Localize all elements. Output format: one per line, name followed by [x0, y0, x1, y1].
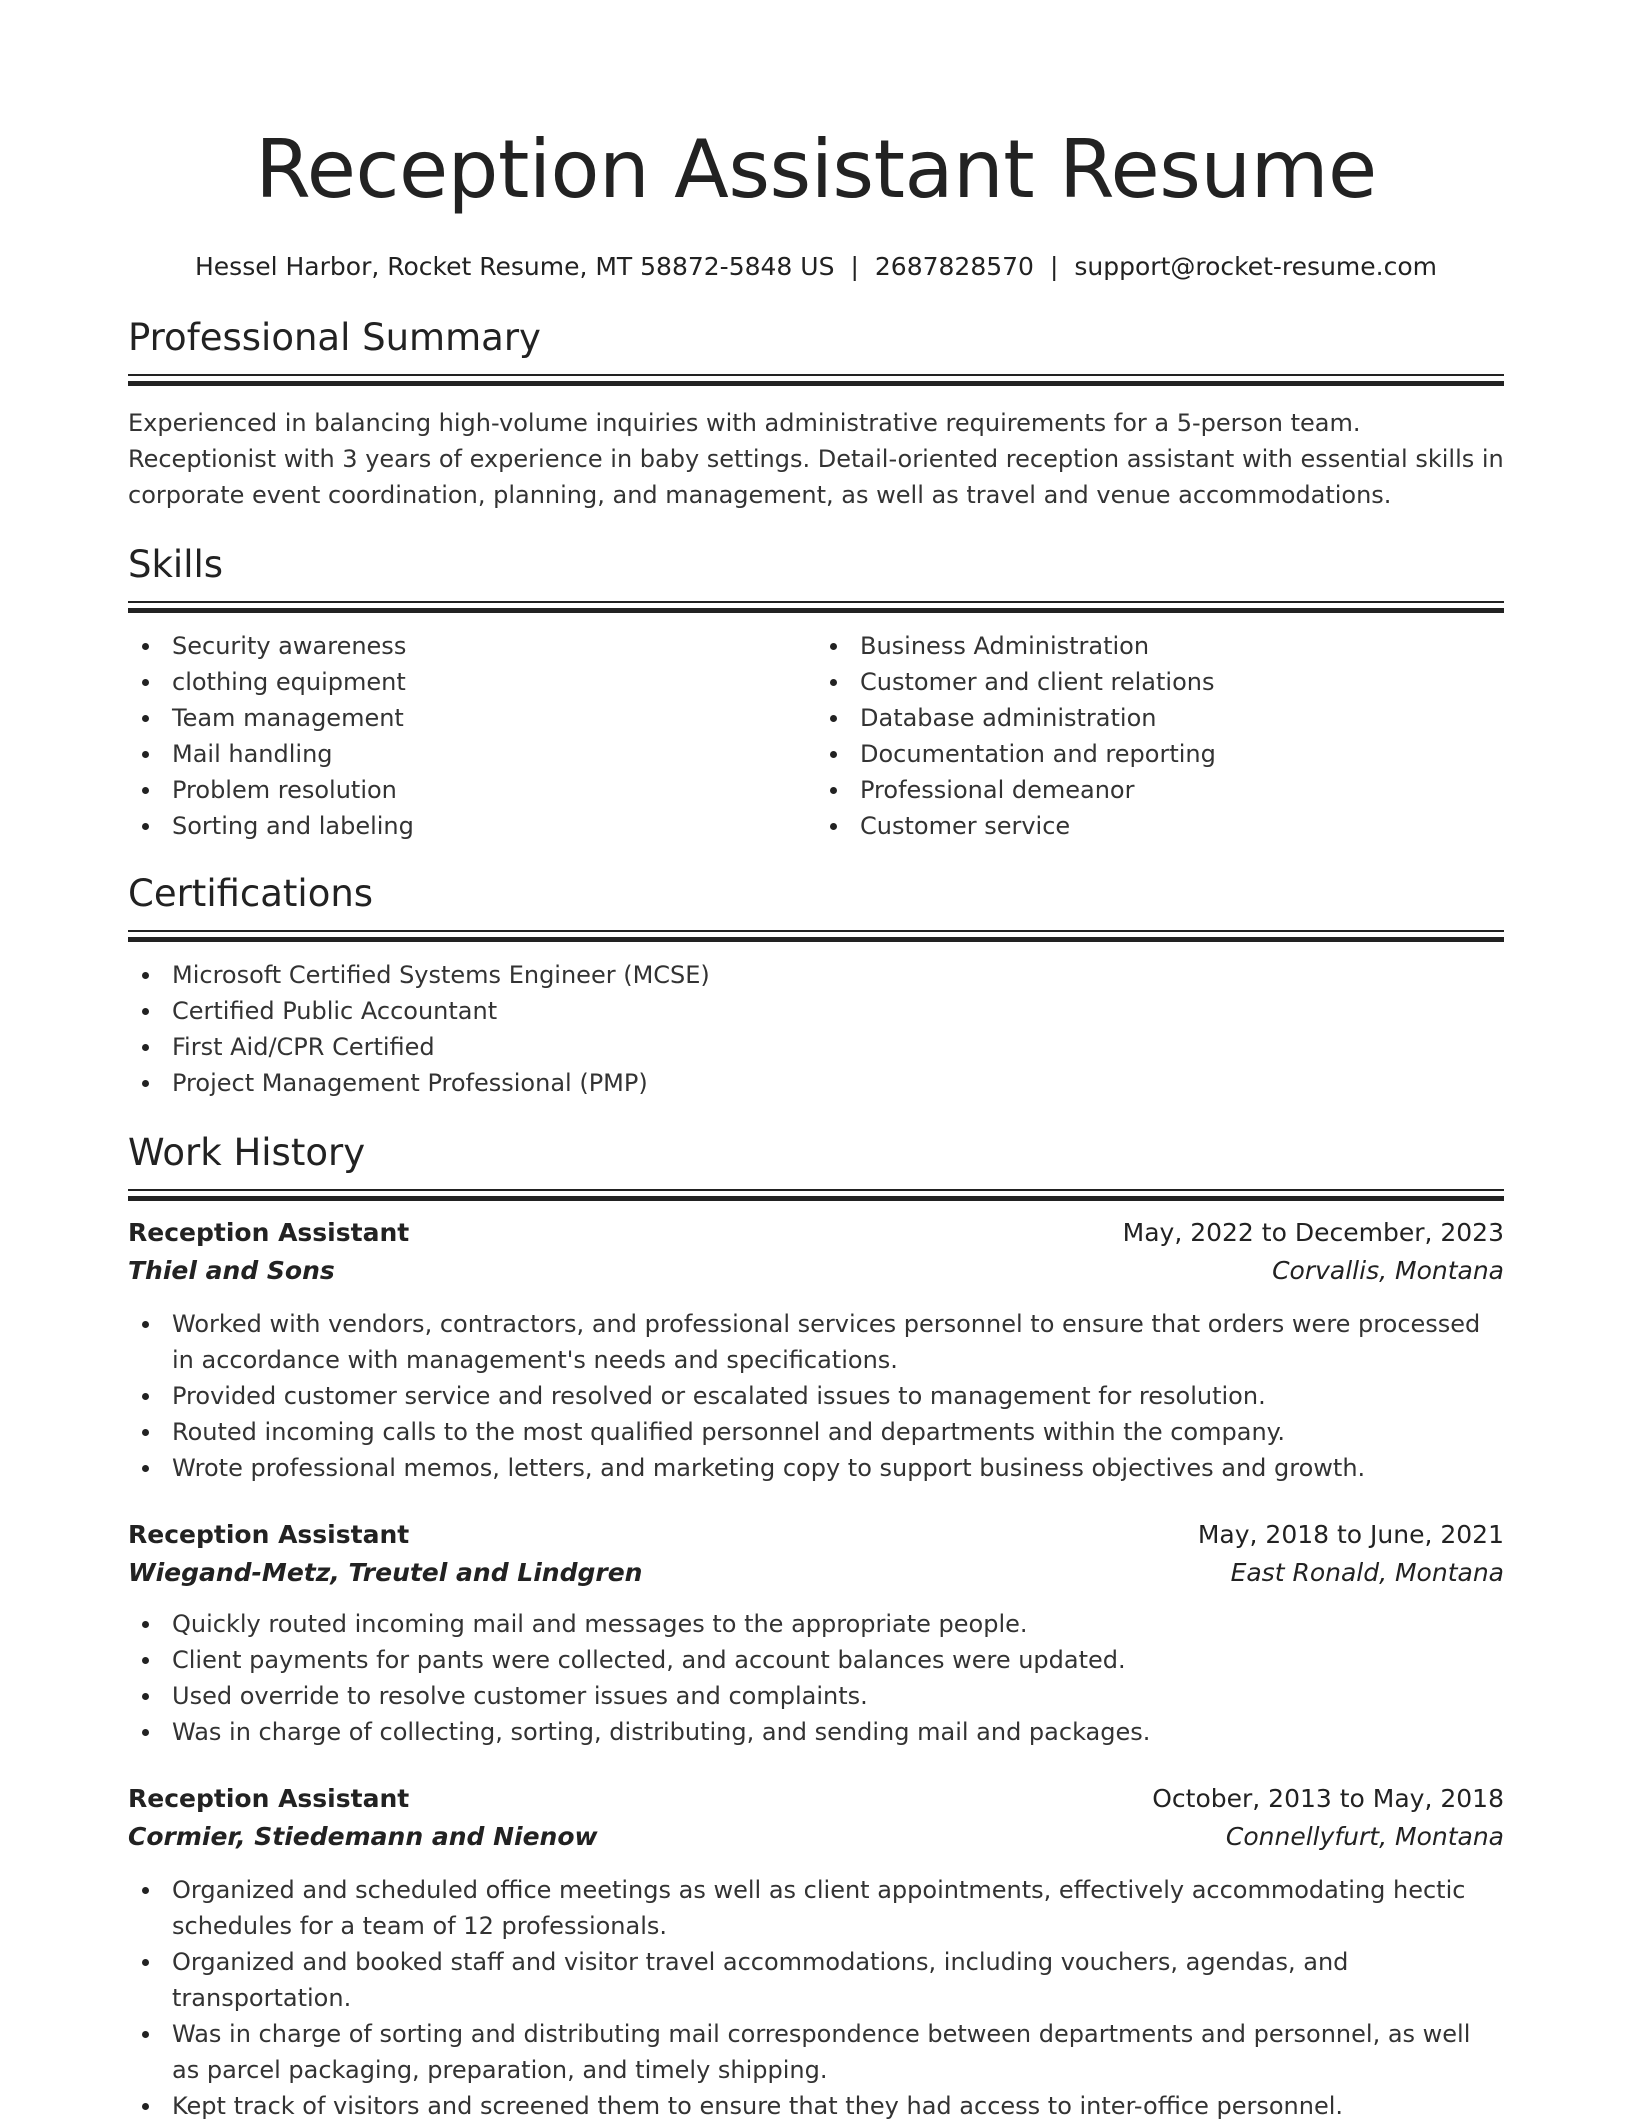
job-location: Corvallis, Montana [1272, 1256, 1504, 1285]
job-entry [128, 1516, 1504, 1750]
skills-heading: Skills [128, 543, 224, 586]
skill-item: Business Administration [860, 628, 1504, 664]
job-company-row [128, 1252, 1504, 1290]
job-header-row [128, 1780, 1504, 1818]
work-history-section [128, 1129, 1504, 2124]
contact-phone: 2687828570 [874, 252, 1034, 281]
skills-list-left [128, 628, 816, 844]
job-duty-item: Kept track of visitors and screened them to ensure that they had access to inter-office personnel. [172, 2088, 1504, 2124]
job-duty-item: Quickly routed incoming mail and messages to the appropriate people. [172, 1606, 1504, 1642]
resume-page [128, 0, 1504, 2124]
contact-line [128, 250, 1504, 284]
skill-item: Sorting and labeling [172, 808, 816, 844]
job-duty-item: Client payments for pants were collected, and account balances were updated. [172, 1642, 1504, 1678]
job-location: Connellyfurt, Montana [1225, 1822, 1504, 1851]
job-title: Reception Assistant [128, 1784, 410, 1813]
summary-heading: Professional Summary [128, 316, 541, 359]
skill-item: Mail handling [172, 736, 816, 772]
certification-item: Project Management Professional (PMP) [172, 1065, 1504, 1101]
contact-address: Hessel Harbor, Rocket Resume, MT 58872-5848 US [195, 252, 835, 281]
job-entry [128, 1780, 1504, 2124]
summary-text: Experienced in balancing high-volume inquiries with administrative requirements for a 5-person team. Receptionist with 3 years of experience in baby settings. Detail-oriented reception assistant with essential skills in corporate event coordination, planning, and management, as well as travel and venue accommodations. [128, 409, 1504, 509]
certification-item: Certified Public Accountant [172, 993, 1504, 1029]
job-duty-item: Was in charge of collecting, sorting, distributing, and sending mail and packages. [172, 1714, 1504, 1750]
job-duties-list [128, 1872, 1504, 2124]
skill-item: clothing equipment [172, 664, 816, 700]
job-dates: October, 2013 to May, 2018 [1152, 1784, 1504, 1813]
skill-item: Professional demeanor [860, 772, 1504, 808]
job-header-row [128, 1516, 1504, 1554]
job-company-row [128, 1554, 1504, 1592]
job-header-row [128, 1214, 1504, 1252]
certifications-section [128, 870, 1504, 1101]
job-duty-item: Was in charge of sorting and distributing mail correspondence between departments and personnel, as well as parcel packaging, preparation, and timely shipping. [172, 2016, 1504, 2088]
contact-separator: | [1049, 252, 1059, 281]
job-company: Wiegand-Metz, Treutel and Lindgren [128, 1558, 643, 1587]
section-divider [128, 601, 1504, 612]
certifications-heading: Certifications [128, 872, 374, 915]
section-divider [128, 1189, 1504, 1200]
skills-section [128, 541, 1504, 844]
skill-item: Customer and client relations [860, 664, 1504, 700]
skill-item: Security awareness [172, 628, 816, 664]
job-company: Thiel and Sons [128, 1256, 335, 1285]
certification-item: First Aid/CPR Certified [172, 1029, 1504, 1065]
job-duty-item: Provided customer service and resolved or escalated issues to management for resolution. [172, 1378, 1504, 1414]
job-title: Reception Assistant [128, 1218, 410, 1247]
work-history-heading: Work History [128, 1131, 366, 1174]
job-duty-item: Organized and booked staff and visitor travel accommodations, including vouchers, agendas, and transportation. [172, 1944, 1504, 2016]
job-duty-item: Wrote professional memos, letters, and marketing copy to support business objectives and growth. [172, 1450, 1504, 1486]
contact-email: support@rocket-resume.com [1074, 252, 1437, 281]
job-entry [128, 1214, 1504, 1486]
certification-item: Microsoft Certified Systems Engineer (MCSE) [172, 957, 1504, 993]
resume-title: Reception Assistant Resume [255, 123, 1377, 216]
skill-item: Database administration [860, 700, 1504, 736]
job-duties-list [128, 1606, 1504, 1750]
certifications-list [128, 957, 1504, 1101]
job-duties-list [128, 1306, 1504, 1486]
job-title: Reception Assistant [128, 1520, 410, 1549]
skill-item: Documentation and reporting [860, 736, 1504, 772]
job-dates: May, 2018 to June, 2021 [1197, 1520, 1504, 1549]
skill-item: Customer service [860, 808, 1504, 844]
summary-section [128, 314, 1504, 513]
skill-item: Problem resolution [172, 772, 816, 808]
section-divider [128, 374, 1504, 385]
job-duty-item: Organized and scheduled office meetings as well as client appointments, effectively accommodating hectic schedules for a team of 12 professionals. [172, 1872, 1504, 1944]
job-dates: May, 2022 to December, 2023 [1122, 1218, 1504, 1247]
skills-grid [128, 628, 1504, 844]
job-company-row [128, 1818, 1504, 1856]
contact-separator: | [850, 252, 859, 281]
job-duty-item: Used override to resolve customer issues and complaints. [172, 1678, 1504, 1714]
job-duty-item: Routed incoming calls to the most qualified personnel and departments within the company. [172, 1414, 1504, 1450]
job-company: Cormier, Stiedemann and Nienow [128, 1822, 598, 1851]
section-divider [128, 930, 1504, 941]
job-duty-item: Worked with vendors, contractors, and professional services personnel to ensure that orders were processed in accordance with management's needs and specifications. [172, 1306, 1504, 1378]
job-location: East Ronald, Montana [1230, 1558, 1504, 1587]
skills-list-right [816, 628, 1504, 844]
skill-item: Team management [172, 700, 816, 736]
